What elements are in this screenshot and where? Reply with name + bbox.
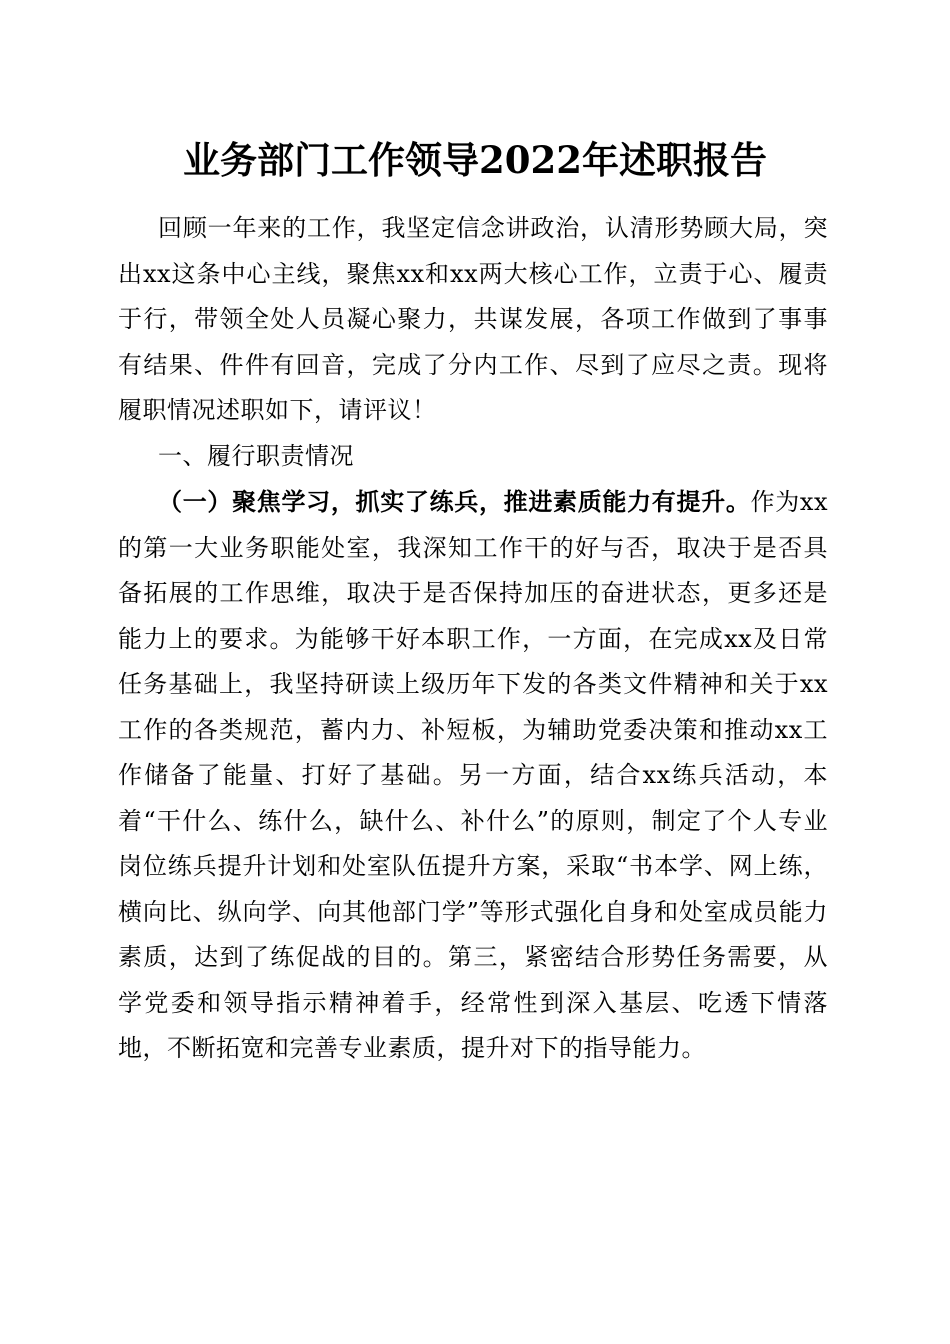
- intro-paragraph: 回顾一年来的工作，我坚定信念讲政治，认清形势顾大局，突出xx这条中心主线，聚焦xx和xx两大核心工作，立责于心、履责于行，带领全处人员凝心聚力，共谋发展，各项工作做到了事事有结果、件件有回音，完成了分内工作、尽到了应尽之责。现将履职情况述职如下，请评议！: [118, 214, 828, 424]
- document-body: [118, 206, 828, 1072]
- section-heading: 一、履行职责情况: [158, 441, 354, 470]
- subsection-paragraph: [118, 479, 828, 1072]
- subsection-heading: （一）聚焦学习，抓实了练兵，推进素质能力有提升。: [158, 487, 751, 516]
- document-title: 业务部门工作领导2022年述职报告: [183, 138, 767, 182]
- subsection-body: 作为xx的第一大业务职能处室，我深知工作干的好与否，取决于是否具备拓展的工作思维，取决于是否保持加压的奋进状态，更多还是能力上的要求。为能够干好本职工作，一方面，在完成xx及日常任务基础上，我坚持研读上级历年下发的各类文件精神和关于xx工作的各类规范，蓄内力、补短板，为辅助党委决策和推动xx工作储备了能量、打好了基础。另一方面，结合xx练兵活动，本着“干什么、练什么，缺什么、补什么”的原则，制定了个人专业岗位练兵提升计划和处室队伍提升方案，采取“书本学、网上练，横向比、纵向学、向其他部门学”等形式强化自身和处室成员能力素质，达到了练促战的目的。第三，紧密结合形势任务需要，从学党委和领导指示精神着手，经常性到深入基层、吃透下情落地，不断拓宽和完善专业素质，提升对下的指导能力。: [118, 488, 828, 1062]
